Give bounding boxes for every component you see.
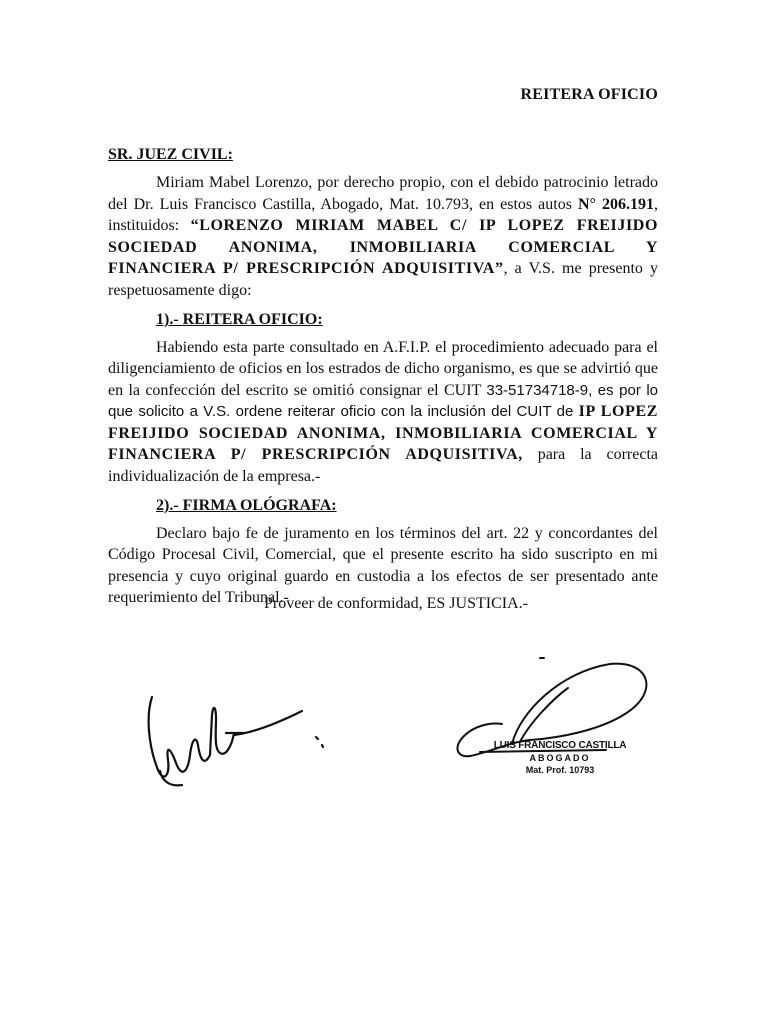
section1-heading: 1).- REITERA OFICIO: [156, 311, 323, 328]
company-name: IP LOPEZ FREIJIDO SOCIEDAD ANONIMA, INMOBILIARIA COMERCIAL Y FINANCIERA P/ PRESCRIPCIÓN ADQUISITIVA, [108, 403, 658, 463]
document-body [108, 172, 658, 609]
intro-paragraph [108, 172, 658, 301]
intro-text-2: , instituidos: [108, 195, 659, 234]
stamp-name: LUIS FRANCISCO CASTILLA [493, 740, 627, 751]
client-signature [140, 675, 340, 795]
section1-text-3: para la correcta individualización de la empresa.- [108, 446, 658, 485]
lawyer-stamp [490, 740, 630, 776]
stamp-role: ABOGADO [529, 753, 591, 763]
case-number: N° 206.191 [578, 195, 655, 213]
closing-line: Proveer de conformidad, ES JUSTICIA.- [264, 595, 528, 612]
section2-paragraph: Declaro bajo fe de juramento en los términos del art. 22 y concordantes del Código Procesal Civil, Comercial, que el presente escrito ha sido suscripto en mi presencia y cuyo original guardo en custodia a los efectos de ser presentado ante requerimiento del Tribunal.- [108, 524, 658, 606]
section1-paragraph [108, 337, 658, 488]
stamp-license: Mat. Prof. 10793 [525, 765, 595, 775]
intro-text-1: Miriam Mabel Lorenzo, por derecho propio, con el debido patrocinio letrado del Dr. Luis Francisco Castilla, Abogado, Mat. 10.793, en estos autos [108, 174, 658, 213]
section1-text-1: Habiendo esta parte consultado en A.F.I.P. el procedimiento adecuado para el diligenciamiento de oficios en los estrados de dicho organismo, es que se advirtió que en la confección del escrito se omitió consignar el CUIT [108, 338, 658, 399]
case-title: “LORENZO MIRIAM MABEL C/ IP LOPEZ FREIJIDO SOCIEDAD ANONIMA, INMOBILIARIA COMERCIAL Y FINANCIERA P/ PRESCRIPCIÓN ADQUISITIVA” [108, 217, 659, 277]
addressee: SR. JUEZ CIVIL: [108, 146, 233, 163]
section2-heading: 2).- FIRMA OLÓGRAFA: [156, 497, 337, 514]
intro-text-3: , a V.S. me presento y respetuosamente digo: [108, 260, 658, 299]
document-title: REITERA OFICIO [520, 86, 658, 103]
section1-text-2: 33-51734718-9, es por lo que solicito a V.S. ordene reiterar oficio con la inclusión del CUIT de [108, 381, 659, 420]
